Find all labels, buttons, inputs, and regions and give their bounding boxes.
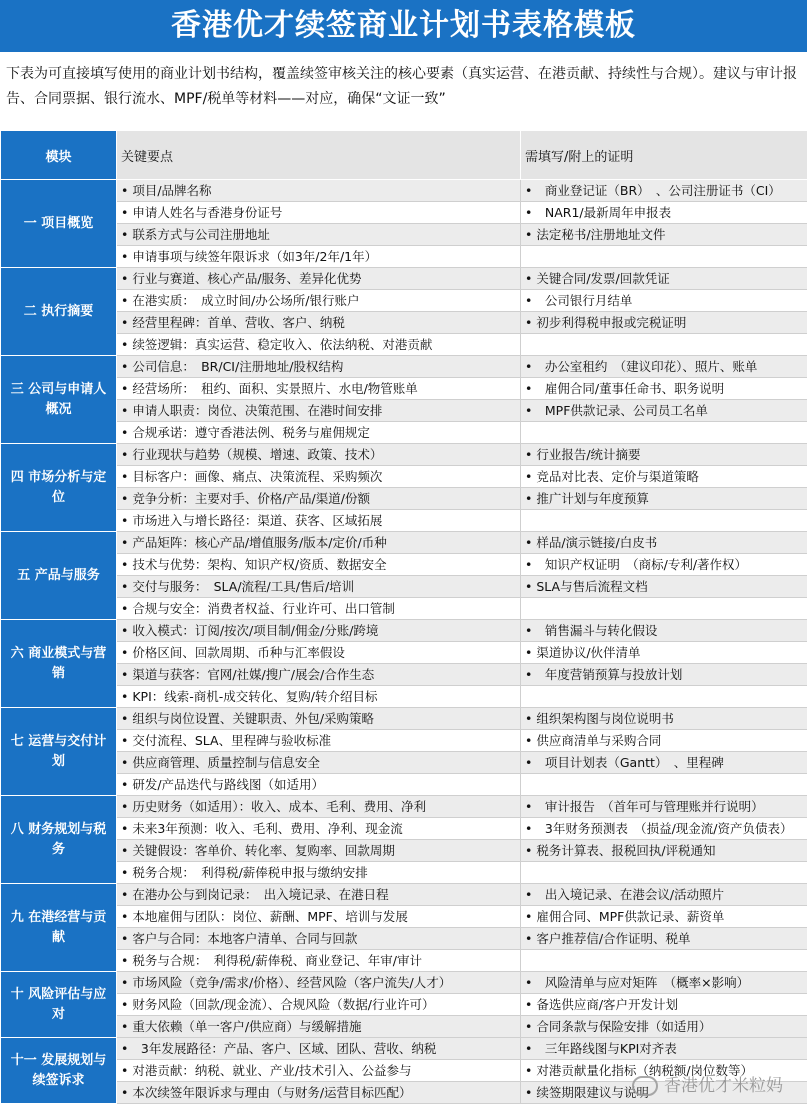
evidence-cell	[521, 686, 807, 708]
key-point-cell: • 价格区间、回款周期、币种与汇率假设	[117, 642, 521, 664]
evidence-cell: • 出入境记录、在港会议/活动照片	[521, 884, 807, 906]
evidence-cell: • NAR1/最新周年申报表	[521, 202, 807, 224]
key-point-cell: • 市场进入与增长路径：渠道、获客、区域拓展	[117, 510, 521, 532]
key-point-cell: • 在港实质： 成立时间/办公场所/银行账户	[117, 290, 521, 312]
module-cell: 二 执行摘要	[1, 268, 117, 356]
table-row	[1, 334, 807, 356]
key-point-cell: • 重大依赖（单一客户/供应商）与缓解措施	[117, 1016, 521, 1038]
evidence-cell: • 备选供应商/客户开发计划	[521, 994, 807, 1016]
evidence-cell: • 关键合同/发票/回款凭证	[521, 268, 807, 290]
evidence-cell	[521, 950, 807, 972]
table-row	[1, 730, 807, 752]
evidence-cell: • 渠道协议/伙伴清单	[521, 642, 807, 664]
table-row	[1, 356, 807, 378]
watermark-text: 香港优才米粒妈	[664, 1076, 783, 1096]
key-point-cell: • 本地雇佣与团队：岗位、薪酬、MPF、培训与发展	[117, 906, 521, 928]
evidence-cell: • 法定秘书/注册地址文件	[521, 224, 807, 246]
evidence-cell: • 年度营销预算与投放计划	[521, 664, 807, 686]
module-cell: 一 项目概览	[1, 180, 117, 268]
evidence-cell: • 合同条款与保险安排（如适用）	[521, 1016, 807, 1038]
table-row	[1, 246, 807, 268]
evidence-cell	[521, 334, 807, 356]
key-point-cell: • 合规承诺：遵守香港法例、税务与雇佣规定	[117, 422, 521, 444]
header-points: 关键要点	[117, 131, 521, 180]
evidence-cell: • 初步利得税申报或完税证明	[521, 312, 807, 334]
evidence-cell: • 公司银行月结单	[521, 290, 807, 312]
key-point-cell: • KPI：线索-商机-成交转化、复购/转介绍目标	[117, 686, 521, 708]
table-row	[1, 554, 807, 576]
key-point-cell: • 行业现状与趋势（规模、增速、政策、技术）	[117, 444, 521, 466]
wechat-icon	[632, 1076, 658, 1096]
key-point-cell: • 收入模式：订阅/按次/项目制/佣金/分账/跨境	[117, 620, 521, 642]
table-row	[1, 488, 807, 510]
key-point-cell: • 联系方式与公司注册地址	[117, 224, 521, 246]
table-row	[1, 928, 807, 950]
table-row	[1, 972, 807, 994]
key-point-cell: • 对港贡献：纳税、就业、产业/技术引入、公益参与	[117, 1060, 521, 1082]
plan-table	[0, 130, 807, 1104]
table-row	[1, 576, 807, 598]
key-point-cell: • 关键假设：客单价、转化率、复购率、回款周期	[117, 840, 521, 862]
table-row	[1, 796, 807, 818]
table-row	[1, 708, 807, 730]
key-point-cell: • 交付流程、SLA、里程碑与验收标准	[117, 730, 521, 752]
evidence-cell	[521, 422, 807, 444]
key-point-cell: • 竞争分析：主要对手、价格/产品/渠道/份额	[117, 488, 521, 510]
table-row	[1, 598, 807, 620]
evidence-cell: • 风险清单与应对矩阵 （概率×影响）	[521, 972, 807, 994]
evidence-cell: • 审计报告 （首年可与管理账并行说明）	[521, 796, 807, 818]
evidence-cell: • 样品/演示链接/白皮书	[521, 532, 807, 554]
key-point-cell: • 申请人职责：岗位、决策范围、在港时间安排	[117, 400, 521, 422]
evidence-cell: • 供应商清单与采购合同	[521, 730, 807, 752]
module-cell: 九 在港经营与贡献	[1, 884, 117, 972]
evidence-cell: • 知识产权证明 （商标/专利/著作权）	[521, 554, 807, 576]
module-cell: 十一 发展规划与续签诉求	[1, 1038, 117, 1104]
table-row	[1, 906, 807, 928]
module-cell: 四 市场分析与定位	[1, 444, 117, 532]
module-cell: 十 风险评估与应对	[1, 972, 117, 1038]
table-row	[1, 444, 807, 466]
evidence-cell: • 三年路线图与KPI对齐表	[521, 1038, 807, 1060]
table-row	[1, 1016, 807, 1038]
evidence-cell: • 雇佣合同、MPF供款记录、薪资单	[521, 906, 807, 928]
table-row	[1, 686, 807, 708]
key-point-cell: • 供应商管理、质量控制与信息安全	[117, 752, 521, 774]
key-point-cell: • 在港办公与到岗记录： 出入境记录、在港日程	[117, 884, 521, 906]
key-point-cell: • 税务合规： 利得税/薪俸税申报与缴纳安排	[117, 862, 521, 884]
evidence-cell	[521, 510, 807, 532]
table-row	[1, 466, 807, 488]
key-point-cell: • 技术与优势：架构、知识产权/资质、数据安全	[117, 554, 521, 576]
key-point-cell: • 项目/品牌名称	[117, 180, 521, 202]
evidence-cell: • 行业报告/统计摘要	[521, 444, 807, 466]
header-row	[1, 131, 807, 180]
table-row	[1, 994, 807, 1016]
key-point-cell: • 交付与服务： SLA/流程/工具/售后/培训	[117, 576, 521, 598]
key-point-cell: • 行业与赛道、核心产品/服务、差异化优势	[117, 268, 521, 290]
evidence-cell	[521, 246, 807, 268]
table-row	[1, 862, 807, 884]
module-cell: 六 商业模式与营销	[1, 620, 117, 708]
module-cell: 五 产品与服务	[1, 532, 117, 620]
evidence-cell: • 项目计划表（Gantt） 、里程碑	[521, 752, 807, 774]
key-point-cell: • 未来3年预测：收入、毛利、费用、净利、现金流	[117, 818, 521, 840]
table-row	[1, 378, 807, 400]
key-point-cell: • 申请事项与续签年限诉求（如3年/2年/1年）	[117, 246, 521, 268]
watermark	[632, 1071, 783, 1096]
evidence-cell: • 3年财务预测表 （损益/现金流/资产负债表）	[521, 818, 807, 840]
table-row	[1, 884, 807, 906]
table-row	[1, 180, 807, 202]
table-row	[1, 664, 807, 686]
key-point-cell: • 续签逻辑：真实运营、稳定收入、依法纳税、对港贡献	[117, 334, 521, 356]
evidence-cell: • 销售漏斗与转化假设	[521, 620, 807, 642]
evidence-cell: • SLA与售后流程文档	[521, 576, 807, 598]
table-row	[1, 620, 807, 642]
table-body	[1, 180, 807, 1104]
table-row	[1, 642, 807, 664]
table-row	[1, 400, 807, 422]
table-row	[1, 268, 807, 290]
key-point-cell: • 经营场所： 租约、面积、实景照片、水电/物管账单	[117, 378, 521, 400]
table-row	[1, 422, 807, 444]
key-point-cell: • 渠道与获客：官网/社媒/搜广/展会/合作生态	[117, 664, 521, 686]
table-row	[1, 312, 807, 334]
table-row	[1, 774, 807, 796]
key-point-cell: • 财务风险（回款/现金流）、合规风险（数据/行业许可）	[117, 994, 521, 1016]
key-point-cell: • 研发/产品迭代与路线图（如适用）	[117, 774, 521, 796]
evidence-cell	[521, 862, 807, 884]
table-row	[1, 224, 807, 246]
key-point-cell: • 申请人姓名与香港身份证号	[117, 202, 521, 224]
evidence-cell: • 税务计算表、报税回执/评税通知	[521, 840, 807, 862]
key-point-cell: • 经营里程碑：首单、营收、客户、纳税	[117, 312, 521, 334]
table-row	[1, 532, 807, 554]
evidence-cell: • MPF供款记录、公司员工名单	[521, 400, 807, 422]
page-title: 香港优才续签商业计划书表格模板	[0, 0, 807, 52]
evidence-cell: • 竞品对比表、定价与渠道策略	[521, 466, 807, 488]
key-point-cell: • 组织与岗位设置、关键职责、外包/采购策略	[117, 708, 521, 730]
evidence-cell: • 推广计划与年度预算	[521, 488, 807, 510]
table-row	[1, 510, 807, 532]
table-row	[1, 202, 807, 224]
table-row	[1, 752, 807, 774]
evidence-cell: • 续签期限建议与说明	[521, 1082, 807, 1104]
key-point-cell: • 历史财务（如适用）：收入、成本、毛利、费用、净利	[117, 796, 521, 818]
module-cell: 七 运营与交付计划	[1, 708, 117, 796]
intro-text: 下表为可直接填写使用的商业计划书结构，覆盖续签审核关注的核心要素（真实运营、在港贡献、持续性与合规）。建议与审计报告、合同票据、银行流水、MPF/税单等材料——对应，确保“文证一致”	[6, 66, 797, 107]
evidence-cell: • 办公室租约 （建议印花）、照片、账单	[521, 356, 807, 378]
header-evidence: 需填写/附上的证明	[521, 131, 807, 180]
key-point-cell: • 合规与安全：消费者权益、行业许可、出口管制	[117, 598, 521, 620]
evidence-cell: • 雇佣合同/董事任命书、职务说明	[521, 378, 807, 400]
evidence-cell	[521, 774, 807, 796]
module-cell: 三 公司与申请人概况	[1, 356, 117, 444]
evidence-cell: • 组织架构图与岗位说明书	[521, 708, 807, 730]
table-row	[1, 1038, 807, 1060]
key-point-cell: • 客户与合同：本地客户清单、合同与回款	[117, 928, 521, 950]
evidence-cell	[521, 598, 807, 620]
key-point-cell: • 本次续签年限诉求与理由（与财务/运营目标匹配）	[117, 1082, 521, 1104]
key-point-cell: • 税务与合规： 利得税/薪俸税、商业登记、年审/审计	[117, 950, 521, 972]
key-point-cell: • 市场风险（竞争/需求/价格）、经营风险（客户流失/人才）	[117, 972, 521, 994]
key-point-cell: • 目标客户：画像、痛点、决策流程、采购频次	[117, 466, 521, 488]
module-cell: 八 财务规划与税务	[1, 796, 117, 884]
key-point-cell: • 公司信息： BR/CI/注册地址/股权结构	[117, 356, 521, 378]
key-point-cell: • 3年发展路径：产品、客户、区域、团队、营收、纳税	[117, 1038, 521, 1060]
table-row	[1, 950, 807, 972]
table-row	[1, 290, 807, 312]
evidence-cell: • 商业登记证（BR） 、公司注册证书（CI）	[521, 180, 807, 202]
table-row	[1, 818, 807, 840]
evidence-cell: • 对港贡献量化指标（纳税额/岗位数等）	[521, 1060, 807, 1082]
evidence-cell: • 客户推荐信/合作证明、税单	[521, 928, 807, 950]
key-point-cell: • 产品矩阵：核心产品/增值服务/版本/定价/币种	[117, 532, 521, 554]
table-row	[1, 840, 807, 862]
header-module: 模块	[1, 131, 117, 180]
